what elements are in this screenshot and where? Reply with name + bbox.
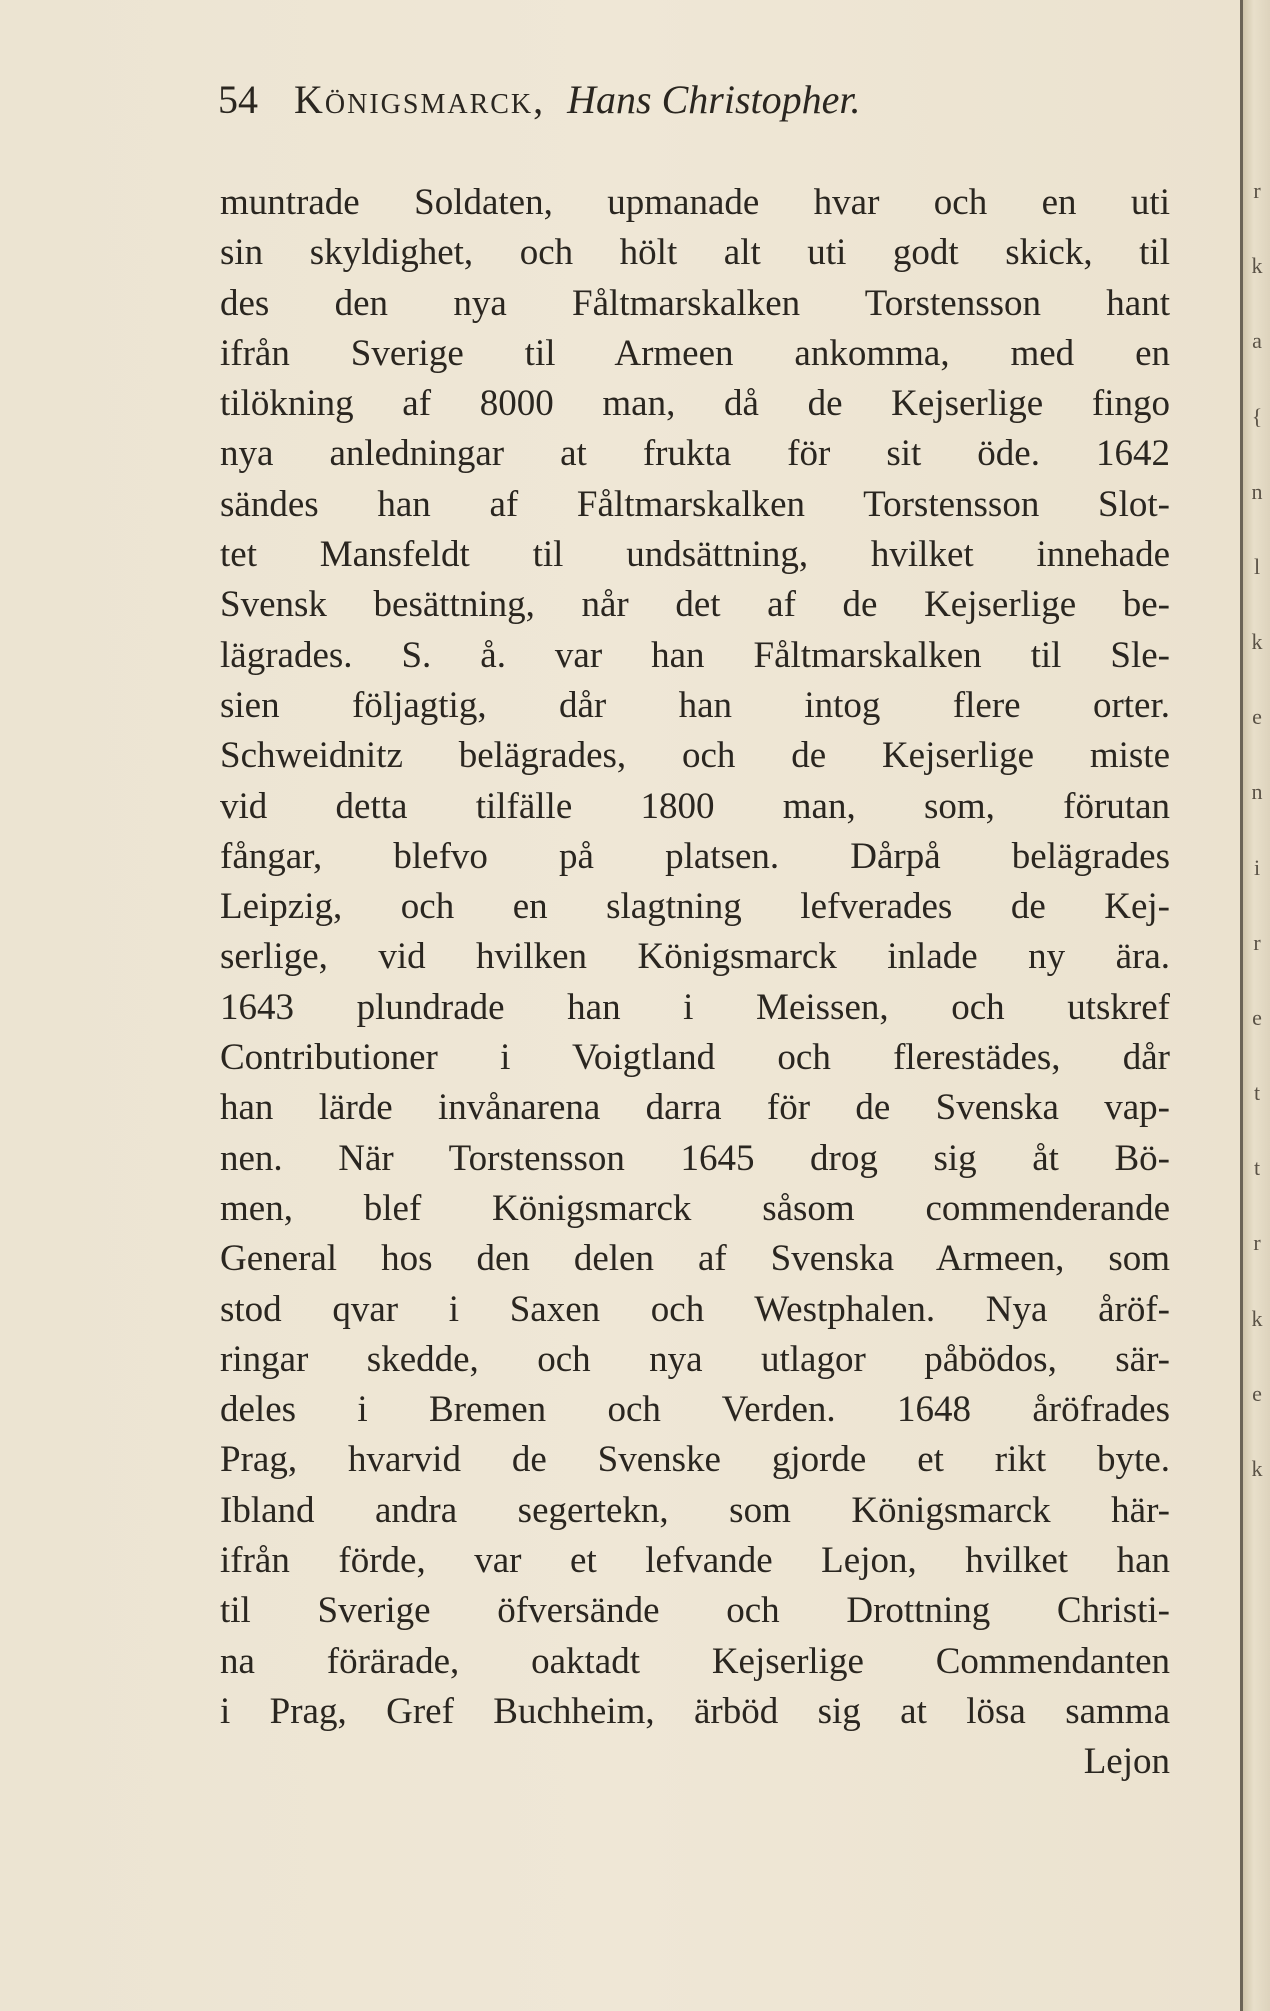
text-line: deles i Bremen och Verden. 1648 åröfrades <box>220 1389 1170 1431</box>
text-line: Leipzig, och en slagtning lefverades de Kej- <box>220 886 1170 928</box>
running-title: Königsmarck, <box>294 77 546 122</box>
gutter-mark: k <box>1251 1305 1263 1331</box>
text-line: sändes han af Fåltmarskalken Torstensson Slot- <box>220 483 1170 525</box>
text-line: stod qvar i Saxen och Westphalen. Nya åröf- <box>220 1288 1170 1330</box>
text-line: des den nya Fåltmarskalken Torstensson hant <box>220 282 1170 324</box>
catchword: Lejon <box>1083 1741 1170 1783</box>
text-line: ringar skedde, och nya utlagor påbödos, sär- <box>220 1338 1170 1380</box>
text-line: nya anledningar at frukta för sit öde. 1642 <box>220 433 1170 475</box>
text-line: Schweidnitz belägrades, och de Kejserlige miste <box>220 735 1170 777</box>
text-line: Contributioner i Voigtland och flerestädes, dår <box>220 1037 1170 1079</box>
text-line: na förärade, oaktadt Kejserlige Commendanten <box>220 1640 1170 1682</box>
text-line: 1643 plundrade han i Meissen, och utskref <box>220 986 1170 1028</box>
text-line: Ibland andra segertekn, som Königsmarck här- <box>220 1489 1170 1531</box>
gutter-mark: r <box>1253 929 1261 955</box>
text-line: Prag, hvarvid de Svenske gjorde et rikt byte. <box>220 1439 1170 1481</box>
gutter-mark: a <box>1252 328 1262 354</box>
text-line: sien följagtig, dår han intog flere orter. <box>220 684 1170 726</box>
text-line: serlige, vid hvilken Königsmarck inlade ny ära. <box>220 936 1170 978</box>
gutter-mark: i <box>1253 854 1261 880</box>
text-line: nen. När Torstensson 1645 drog sig åt Bö- <box>220 1137 1170 1179</box>
text-line: ifrån Sverige til Armeen ankomma, med en <box>220 332 1170 374</box>
text-line: men, blef Königsmarck såsom commenderande <box>220 1187 1170 1229</box>
text-line: lägrades. S. å. var han Fåltmarskalken til Sle- <box>220 634 1170 676</box>
gutter-mark: { <box>1251 403 1263 429</box>
gutter-mark: k <box>1251 1455 1263 1481</box>
gutter-mark: t <box>1253 1155 1261 1181</box>
text-line: General hos den delen af Svenska Armeen, som <box>220 1238 1170 1280</box>
text-line: til Sverige öfversände och Drottning Christi- <box>220 1590 1170 1632</box>
gutter-mark: e <box>1252 1380 1262 1406</box>
text-line: sin skyldighet, och hölt alt uti godt skick, til <box>220 232 1170 274</box>
gutter-mark: r <box>1253 1230 1261 1256</box>
gutter-mark: k <box>1251 629 1263 655</box>
gutter-mark: l <box>1253 553 1261 579</box>
running-subtitle: Hans Christopher. <box>567 77 861 122</box>
gutter-mark: t <box>1253 1080 1261 1106</box>
text-line: i Prag, Gref Buchheim, ärböd sig at lösa samma <box>220 1690 1170 1732</box>
gutter-mark: n <box>1251 779 1263 805</box>
adjacent-page-edge <box>1250 180 1264 1480</box>
gutter-mark: n <box>1251 478 1263 504</box>
page-header <box>218 70 1078 130</box>
body-text <box>220 178 1170 1788</box>
text-line: tet Mansfeldt til undsättning, hvilket innehade <box>220 534 1170 576</box>
text-line: han lärde invånarena darra för de Svenska vap- <box>220 1087 1170 1129</box>
text-line: Svensk besättning, når det af de Kejserlige be- <box>220 584 1170 626</box>
gutter-mark: r <box>1253 178 1261 203</box>
text-line: fångar, blefvo på platsen. Dårpå belägrades <box>220 835 1170 877</box>
text-line: vid detta tilfälle 1800 man, som, förutan <box>220 785 1170 827</box>
page-gutter <box>1240 0 1270 2011</box>
text-line: ifrån förde, var et lefvande Lejon, hvilket han <box>220 1540 1170 1582</box>
text-line: tilökning af 8000 man, då de Kejserlige fingo <box>220 383 1170 425</box>
gutter-mark: e <box>1252 704 1262 730</box>
gutter-mark: k <box>1251 253 1263 279</box>
page-number: 54 <box>218 77 258 122</box>
text-line: muntrade Soldaten, upmanade hvar och en uti <box>220 182 1170 223</box>
gutter-mark: e <box>1252 1004 1262 1030</box>
